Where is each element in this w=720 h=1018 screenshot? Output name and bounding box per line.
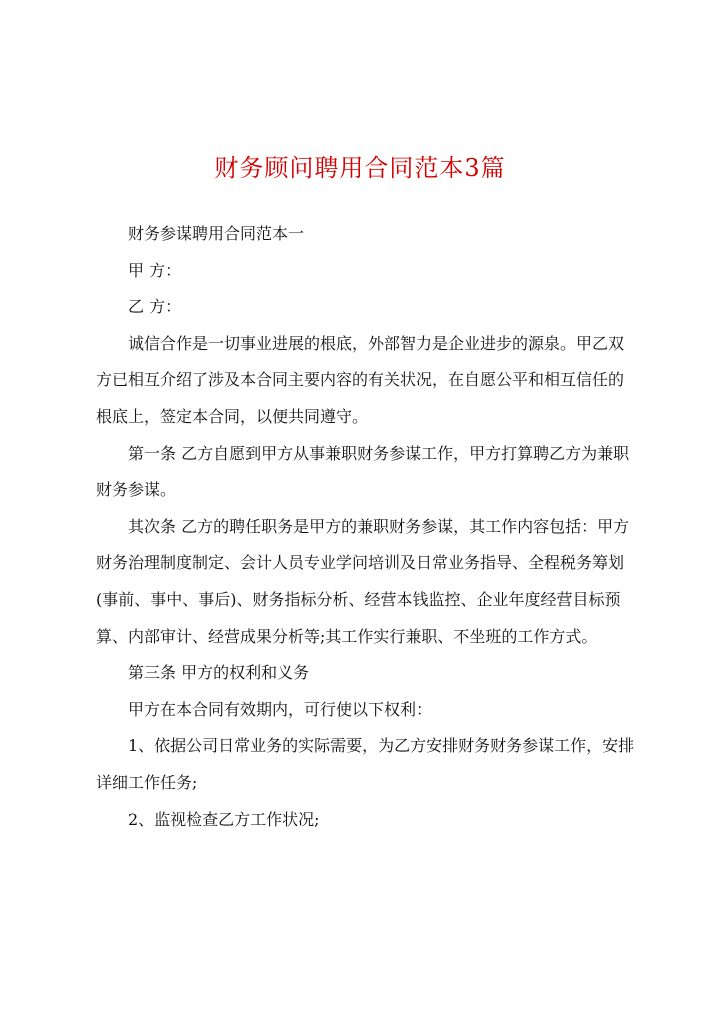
paragraph-right-2: 2、监视检查乙方工作状况; (128, 809, 320, 829)
paragraph-party-b: 乙 方： (128, 297, 182, 317)
paragraph-article-1: 第一条 乙方自愿到甲方从事兼职财务参谋工作，甲方打算聘乙方为兼职财务参谋。 (96, 443, 630, 500)
paragraph-party-a-rights: 甲方在本合同有效期内，可行使以下权利： (128, 699, 433, 719)
paragraph-preamble: 诚信合作是一切事业进展的根底，外部智力是企业进步的源泉。甲乙双方已相互介绍了涉及本合同主要内容的有关状况，在自愿公平和相互信任的根底上，签定本合同，以便共同遵守。 (96, 333, 625, 426)
paragraph-right-1: 1、依据公司日常业务的实际需要，为乙方安排财务财务参谋工作，安排详细工作任务; (96, 736, 635, 792)
paragraph-article-3-heading: 第三条 甲方的权利和义务 (128, 663, 310, 683)
document-body (96, 216, 636, 838)
paragraph-contract-subtitle: 财务参谋聘用合同范本一 (128, 224, 305, 243)
document-title: 财务顾问聘用合同范本3篇 (214, 154, 506, 182)
paragraph-party-a: 甲 方： (128, 260, 182, 280)
paragraph-article-2: 其次条 乙方的聘任职务是甲方的兼职财务参谋，其工作内容包括：甲方财务治理制度制定、会计人员专业学问培训及日常业务指导、全程税务筹划(事前、事中、事后)、财务指标分析、经营本钱监控、企业年度经营目标预算、内部审计、经营成果分析等;其工作实行兼职、不坐班的工作方式。 (96, 516, 630, 646)
